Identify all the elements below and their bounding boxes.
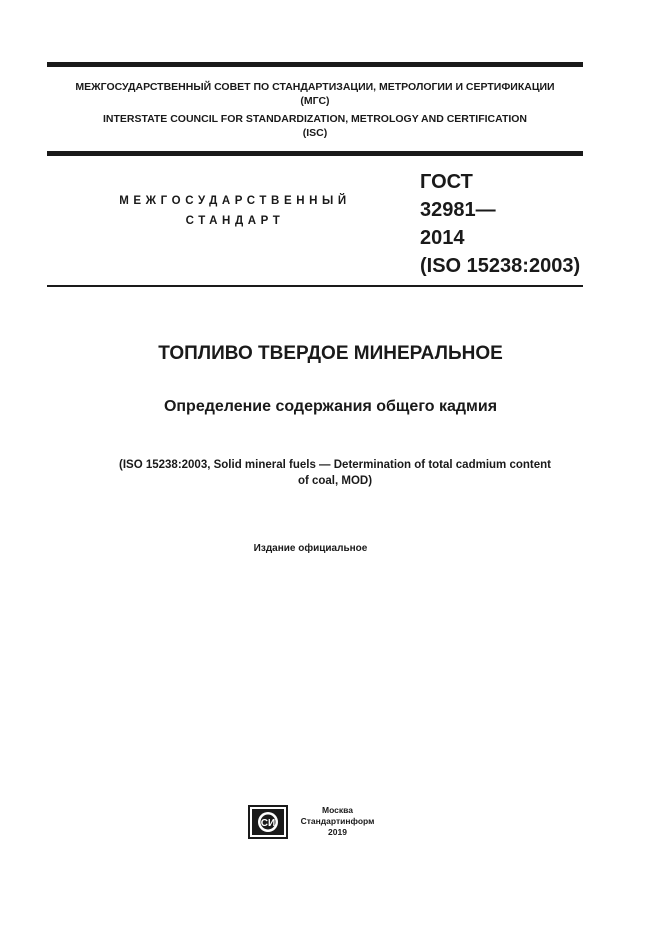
council-en-line1: INTERSTATE COUNCIL FOR STANDARDIZATION, METROLOGY AND CERTIFICATION (102, 113, 528, 125)
iso-reference (40, 457, 630, 489)
header-bottom-rule (47, 151, 583, 156)
gost-year: 2014 (420, 227, 465, 249)
gost-iso: (ISO 15238:2003) (420, 255, 581, 277)
standartinform-logo-icon (248, 805, 288, 839)
council-en (47, 112, 583, 140)
designation-bottom-rule (47, 285, 583, 287)
logo-text: СИ (260, 818, 276, 829)
top-rule (47, 62, 583, 67)
council-ru (47, 80, 583, 108)
document-title: ТОПЛИВО ТВЕРДОЕ МИНЕРАЛЬНОЕ (158, 343, 503, 364)
gost-designation (420, 168, 580, 280)
publisher-year: 2019 (328, 827, 347, 837)
edition-note: Издание официальное (253, 543, 368, 554)
standard-type-line1: МЕЖГОСУДАРСТВЕННЫЙ (119, 195, 351, 207)
standard-type-line2: СТАНДАРТ (185, 215, 285, 227)
gost-number: 32981— (420, 199, 496, 221)
iso-reference-line2: of coal, MOD) (297, 475, 373, 487)
publisher-name: Стандартинформ (300, 816, 375, 826)
council-en-abbr: (ISC) (302, 127, 328, 139)
publisher-city: Москва (322, 805, 353, 815)
council-ru-line1: МЕЖГОСУДАРСТВЕННЫЙ СОВЕТ ПО СТАНДАРТИЗАЦИИ, МЕТРОЛОГИИ И СЕРТИФИКАЦИИ (75, 81, 555, 93)
publisher-imprint (290, 805, 385, 838)
document-subtitle: Определение содержания общего кадмия (163, 398, 498, 415)
council-ru-abbr: (МГС) (300, 95, 330, 107)
gost-prefix: ГОСТ (420, 171, 473, 193)
standard-type (75, 191, 395, 231)
iso-reference-line1: (ISO 15238:2003, Solid mineral fuels — Determination of total cadmium content (119, 459, 551, 471)
